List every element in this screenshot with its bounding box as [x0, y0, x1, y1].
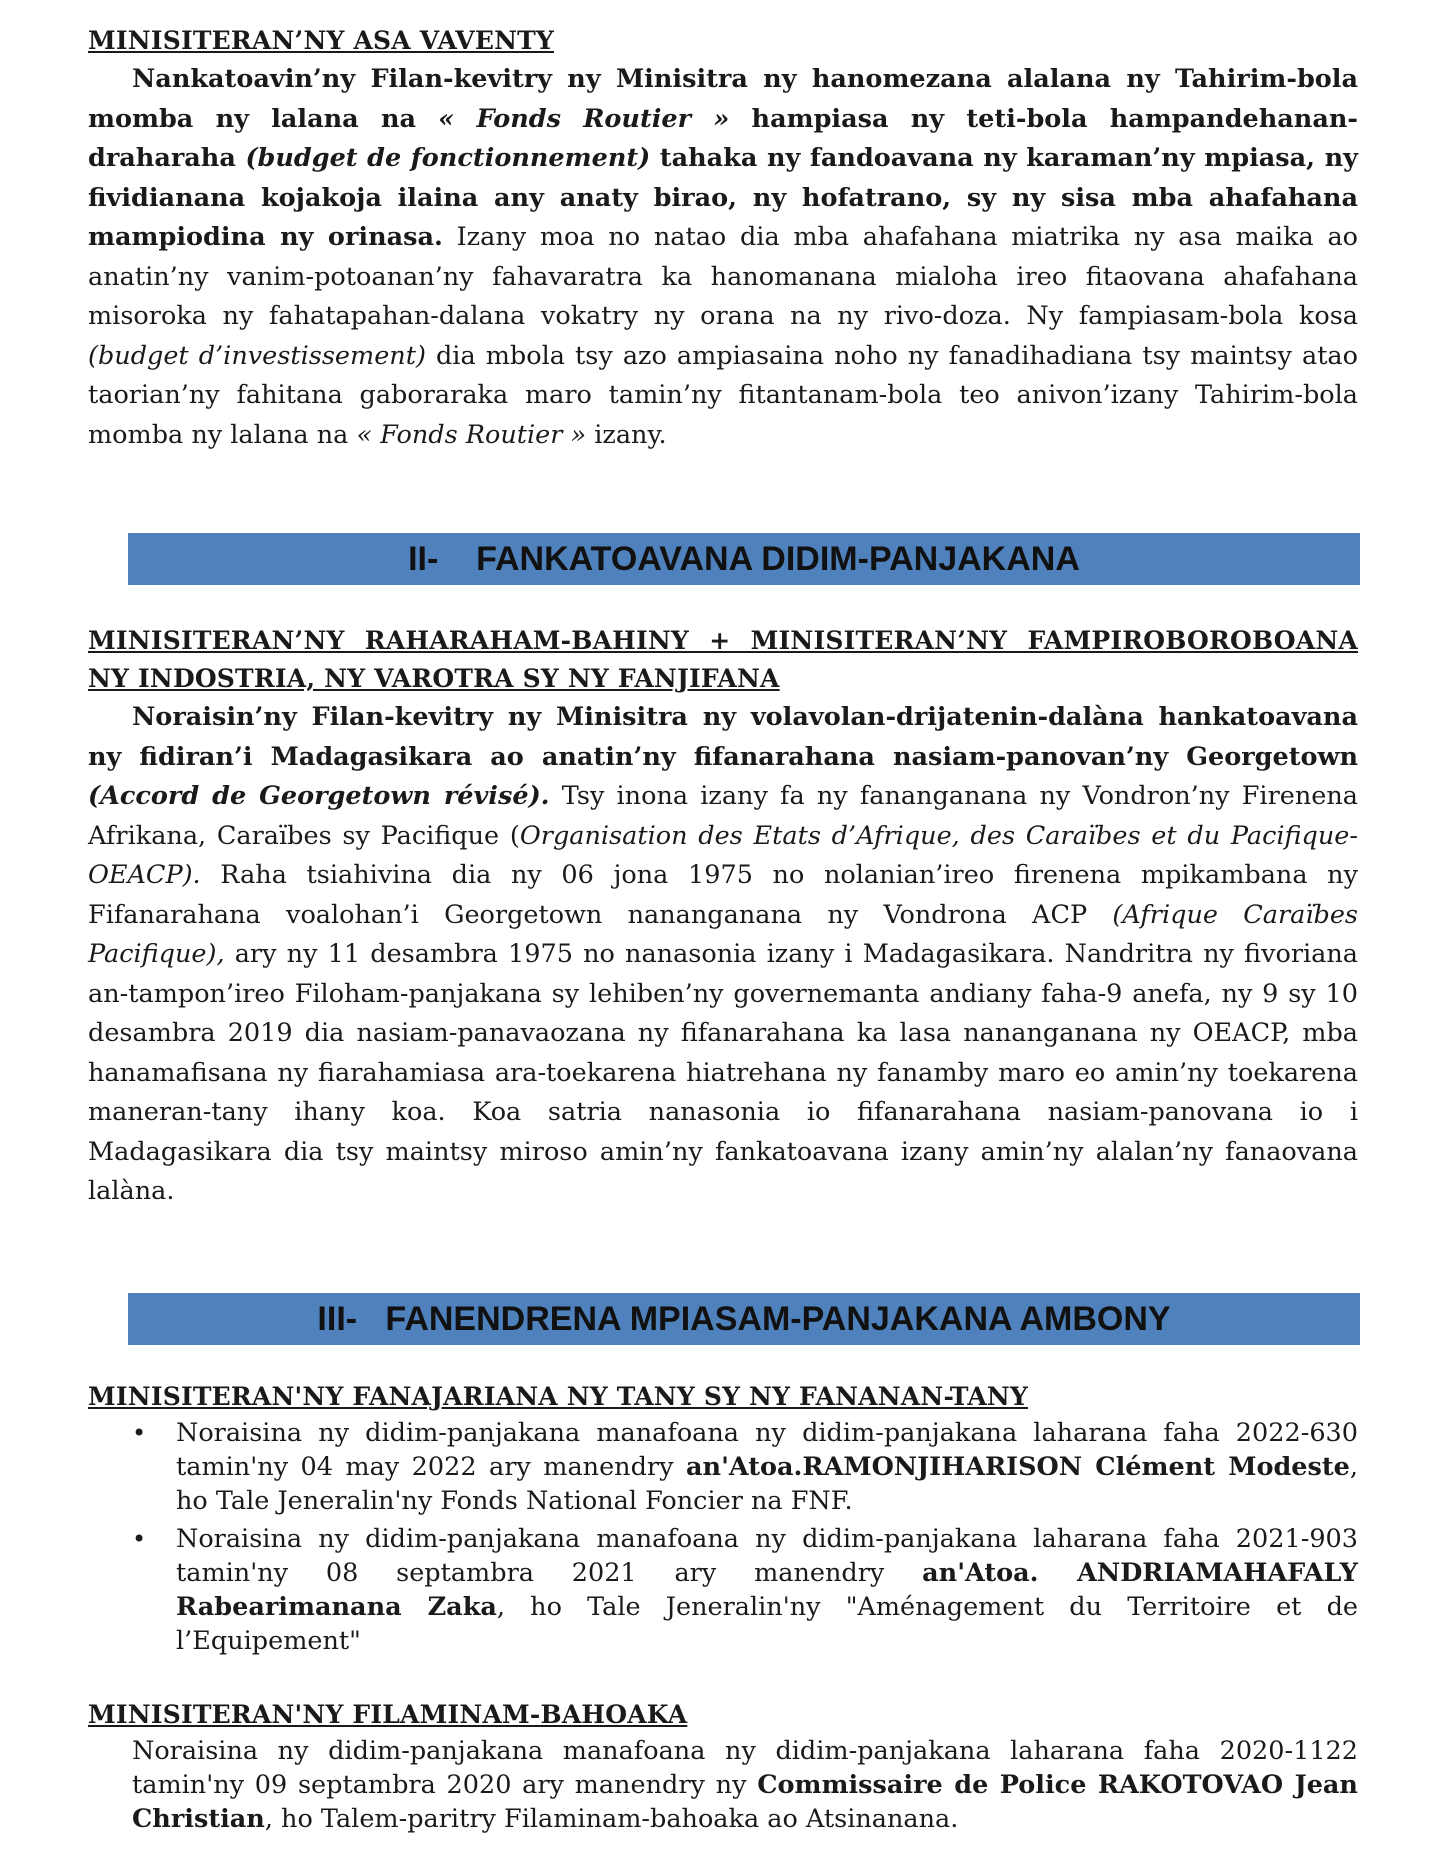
text-run: an'Atoa. ANDRIAMAHAFALY Rabearimanana Zaka: [176, 1558, 1358, 1622]
text-run: Noraisina ny didim-panjakana manafoana ny didim-panjakana laharana faha 2022-630 tamin'ny 04 may 2022 ary manendry: [176, 1418, 1358, 1482]
text-run: (Afrique Caraïbes Pacifique),: [88, 899, 1358, 969]
section-public-security: [88, 1696, 1358, 1836]
text-run: , ho Tale Jeneralin'ny "Aménagement du Territoire et de l’Equipement": [176, 1592, 1358, 1656]
section-heading: MINISITERAN'NY FILAMINAM-BAHOAKA: [88, 1700, 688, 1729]
text-run: Commissaire de Police RAKOTOVAO Jean Christian: [132, 1770, 1358, 1834]
text-run: Nankatoavin’ny Filan-kevitry ny Minisitra ny hanomezana alalana ny Tahirim-bola momba ny lalana na: [88, 64, 1358, 134]
text-run: an'Atoa.RAMONJIHARISON Clément Modeste: [686, 1452, 1350, 1482]
section-banner-appointments: III- FANENDRENA MPIASAM-PANJAKANA AMBONY: [128, 1293, 1360, 1345]
paragraph: [88, 698, 1358, 1212]
section-heading: MINISITERAN’NY ASA VAVENTY: [88, 26, 554, 55]
text-run: , ho Talem-paritry Filaminam-bahoaka ao Atsinanana.: [264, 1804, 959, 1834]
text-run: hampiasa ny teti-bola hampandehanan-draharaha: [88, 103, 1358, 173]
text-run: « Fonds Routier »: [438, 103, 730, 134]
text-run: « Fonds Routier »: [356, 419, 587, 450]
section-heading: MINISITERAN’NY RAHARAHAM-BAHINY + MINISITERAN’NY FAMPIROBOROBOANA NY INDOSTRIA, NY VAROTRA SY NY FANJIFANA: [88, 626, 1358, 693]
text-run: (budget d’investissement): [88, 340, 426, 371]
text-run: Tsy inona izany fa ny fananganana ny Vondron’ny Firenena Afrikana, Caraïbes sy Pacifique (: [88, 781, 1359, 851]
text-run: izany.: [586, 419, 667, 450]
paragraph: [88, 1734, 1358, 1836]
text-run: Noraisina ny didim-panjakana manafoana ny didim-panjakana laharana faha 2020-1122 tamin'ny 09 septambra 2020 ary manendry ny: [132, 1736, 1358, 1800]
paragraph: [88, 60, 1358, 455]
section-public-works: [88, 22, 1358, 455]
text-run: (Accord de Georgetown révisé).: [88, 781, 550, 811]
text-run: ary ny 11 desambra 1975 no nanasonia izany i Madagasikara. Nandritra ny fivoriana an-tampon’ireo Filoham-panjakana sy lehiben’ny governemanta andiany faha-9 anefa, ny 9 sy 10 desambra 2019 dia nasiam-panavaozana ny fifanarahana ka lasa nananganana ny OEACP, mba hanamafisana ny fiarahamiasa ara-toekarena hiatrehana ny fanamby maro eo amin’ny toekarena maneran-tany ihany koa. Koa satria nanasonia io fifanarahana nasiam-panovana io i Madagasikara dia tsy maintsy miroso amin’ny fankatoavana izany amin’ny alalan’ny fanaovana lalàna.: [88, 939, 1358, 1206]
bullet-icon: •: [132, 1419, 147, 1447]
appointment-list: [88, 1416, 1358, 1658]
section-foreign-affairs: [88, 622, 1358, 1212]
section-heading: MINISITERAN'NY FANAJARIANA NY TANY SY NY FANANAN-TANY: [88, 1382, 1029, 1411]
text-run: Izany moa no natao dia mba ahafahana miatrika ny asa maika ao anatin’ny vanim-potoanan’ny fahavaratra ka hanomanana mialoha ireo fitaovana ahafahana misoroka ny fahatapahan-dalana vokatry ny orana na ny rivo-doza. Ny fampiasam-bola kosa: [88, 222, 1358, 331]
text-run: tahaka ny fandoavana ny karaman’ny mpiasa, ny fividianana kojakoja ilaina any anaty birao, ny hofatrano, sy ny sisa mba ahafahana mampiodina ny orinasa.: [88, 143, 1358, 252]
list-item: [88, 1522, 1358, 1658]
text-run: , ho Tale Jeneralin'ny Fonds National Foncier na FNF.: [176, 1452, 1359, 1516]
text-run: dia mbola tsy azo ampiasaina noho ny fanadihadiana tsy maintsy atao taorian’ny fahitana gaboraraka maro tamin’ny fitantanam-bola teo anivon’izany Tahirim-bola momba ny lalana na: [88, 340, 1358, 450]
list-item: [88, 1416, 1358, 1518]
text-run: Organisation des Etats d’Afrique, des Caraïbes et du Pacifique- OEACP).: [88, 820, 1358, 890]
text-run: Raha tsiahivina dia ny 06 jona 1975 no nolanian’ireo firenena mpikambana ny Fifanarahana voalohan’i Georgetown nananganana ny Vondrona ACP: [88, 860, 1358, 930]
bullet-icon: •: [132, 1525, 147, 1553]
section-land-planning: [88, 1378, 1358, 1662]
text-run: (budget de fonctionnement): [245, 143, 651, 173]
text-run: Noraisina ny didim-panjakana manafoana ny didim-panjakana laharana faha 2021-903 tamin'ny 08 septambra 2021 ary manendry: [176, 1524, 1358, 1588]
text-run: Noraisin’ny Filan-kevitry ny Minisitra ny volavolan-drijatenin-dalàna hankatoavana ny fidiran’i Madagasikara ao anatin’ny fifanarahana nasiam-panovan’ny Georgetown: [88, 702, 1358, 772]
section-banner-decrees: II- FANKATOAVANA DIDIM-PANJAKANA: [128, 533, 1360, 585]
